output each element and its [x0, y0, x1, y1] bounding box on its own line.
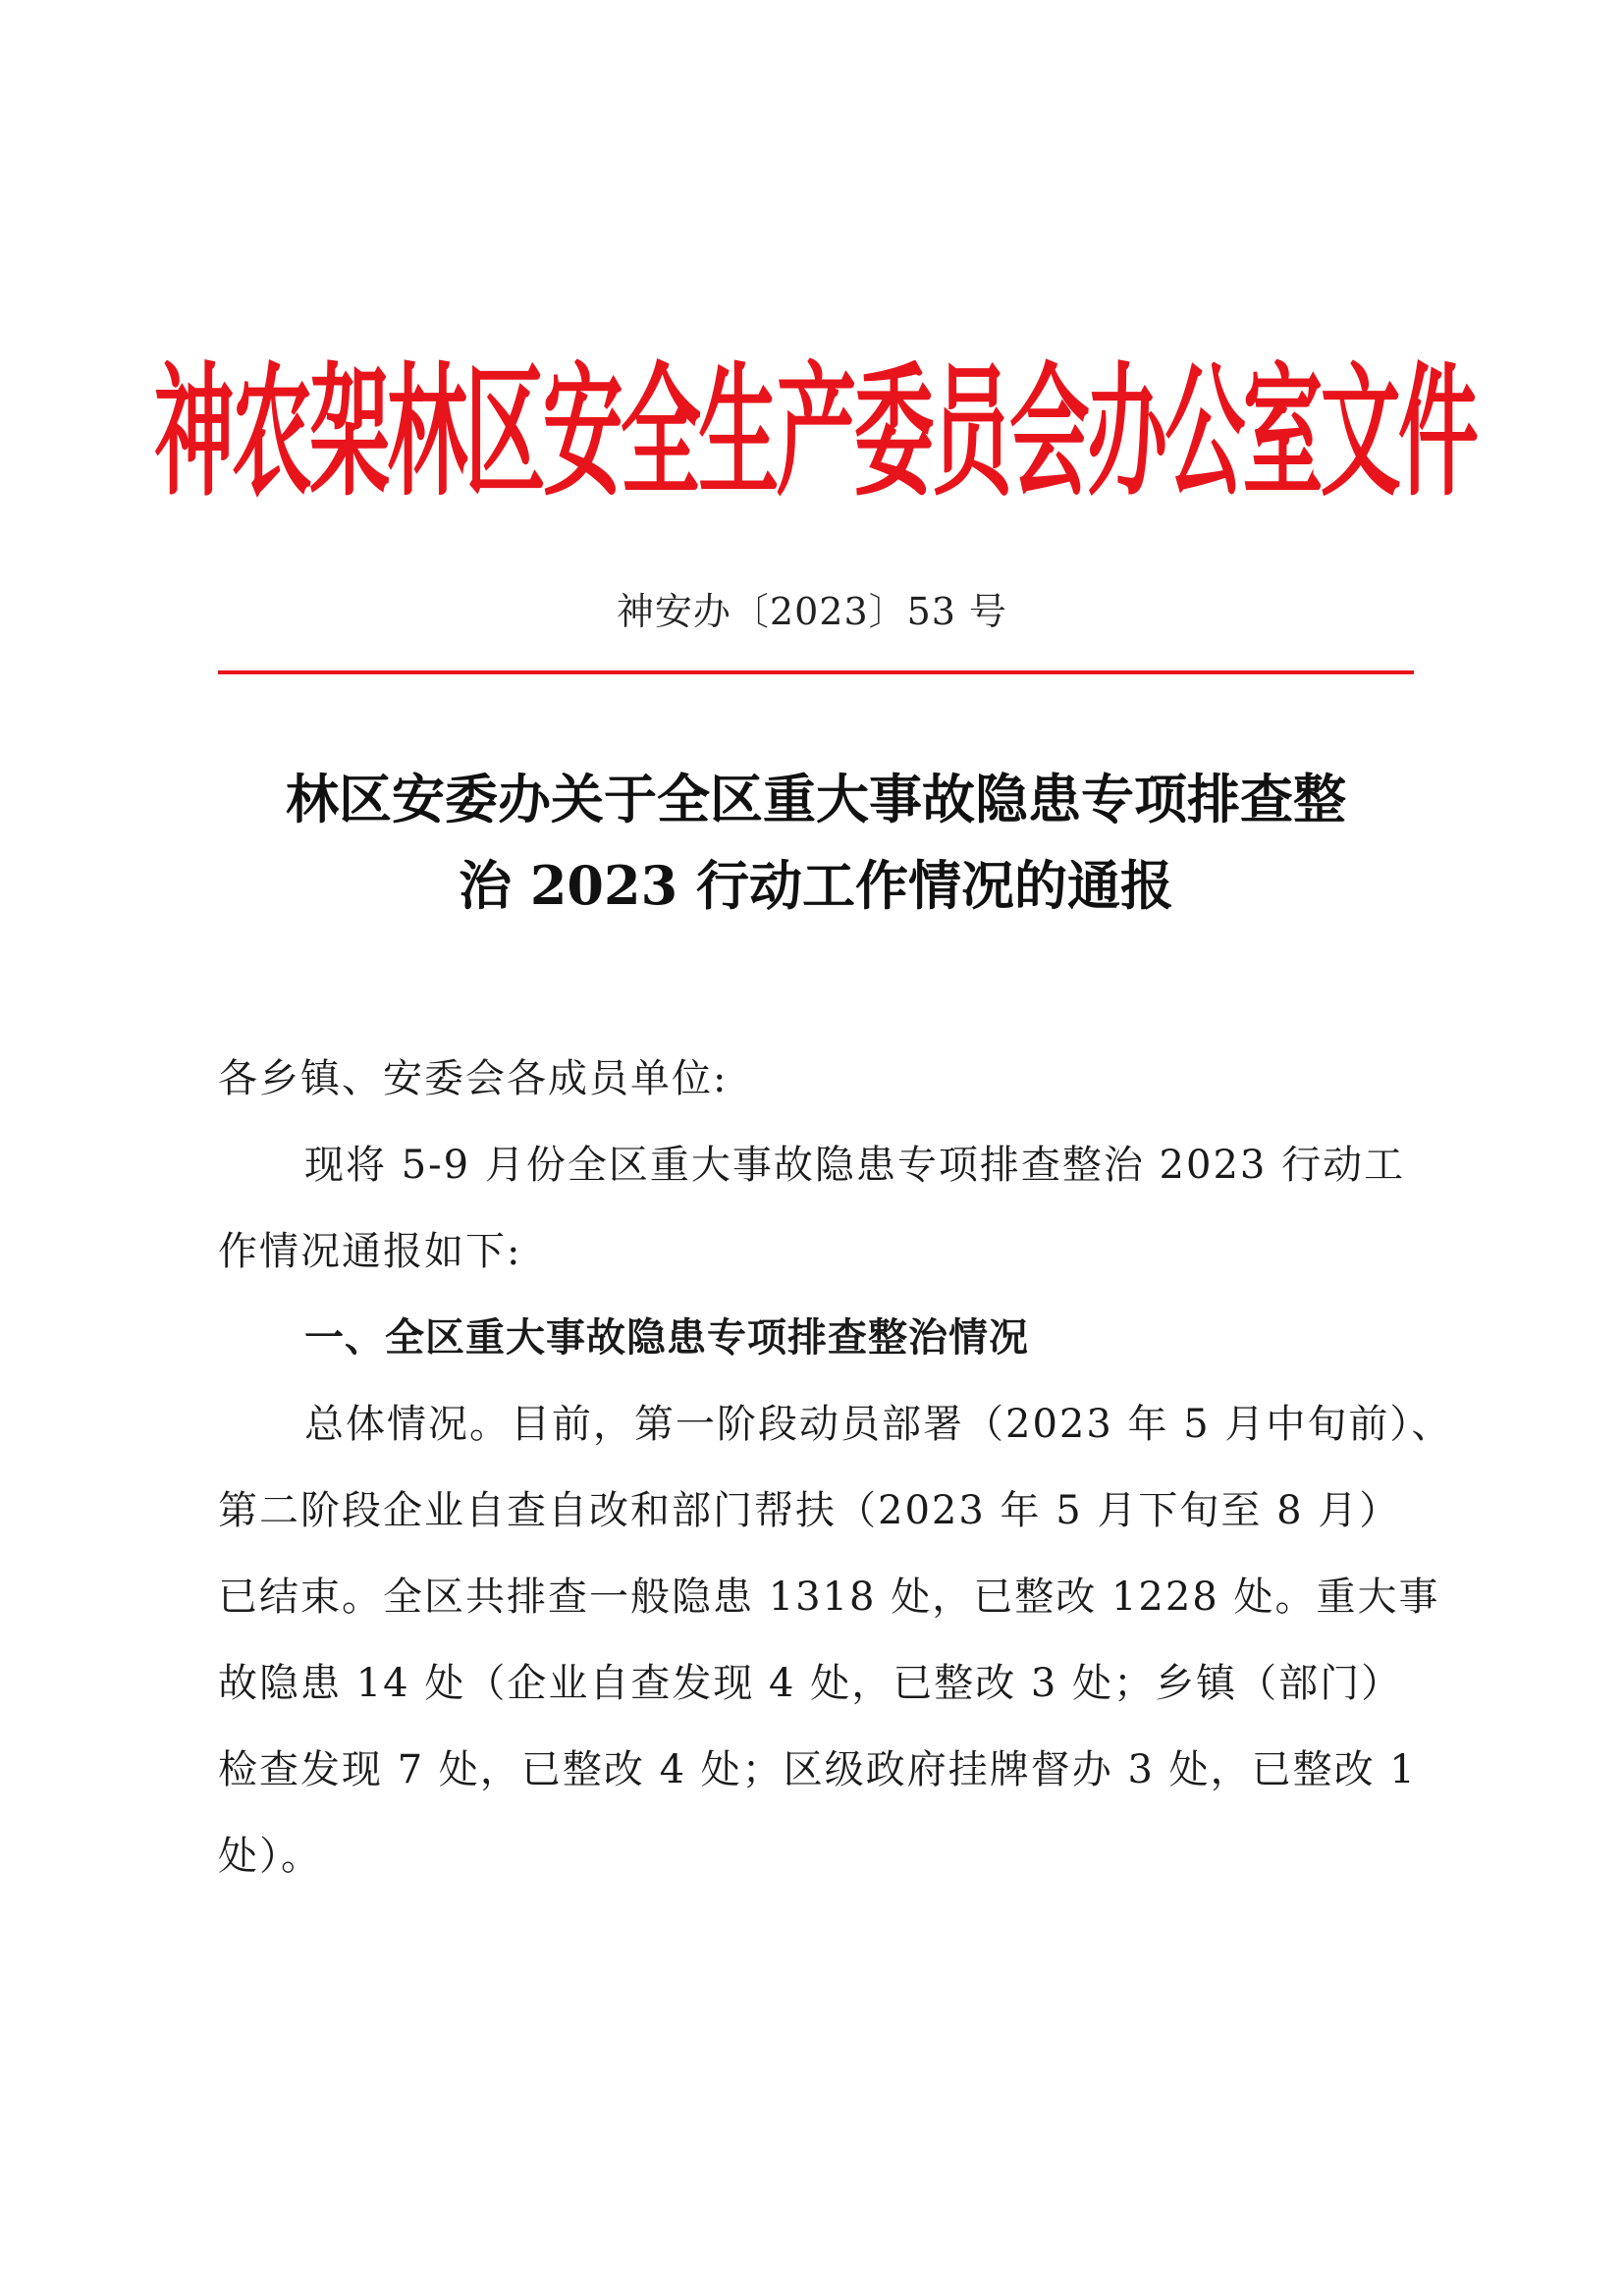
- masthead-title: 神农架林区安全生产委员会办公室文件: [153, 347, 1477, 516]
- red-separator-line: [218, 670, 1414, 674]
- intro-line: 现将 5-9 月份全区重大事故隐患专项排查整治 2023 行动工: [304, 1143, 1406, 1188]
- document-title: [218, 756, 1414, 929]
- salutation: 各乡镇、安委会各成员单位:: [218, 1056, 729, 1101]
- red-masthead: [153, 312, 1477, 528]
- paragraph-line: 总体情况。目前，第一阶段动员部署（2023 年 5 月中旬前）、: [304, 1402, 1453, 1447]
- paragraph-line: 已结束。全区共排查一般隐患 1318 处，已整改 1228 处。重大事: [218, 1575, 1440, 1620]
- paragraph-line: 处）。: [218, 1834, 322, 1879]
- intro-line: 作情况通报如下:: [218, 1229, 522, 1274]
- paragraph-line: 第二阶段企业自查自改和部门帮扶（2023 年 5 月下旬至 8 月）: [218, 1488, 1401, 1533]
- document-number: 神安办〔2023〕53 号: [616, 590, 1008, 633]
- paragraph-line: 故隐患 14 处（企业自查发现 4 处，已整改 3 处；乡镇（部门）: [218, 1661, 1403, 1706]
- paragraph-line: 检查发现 7 处，已整改 4 处；区级政府挂牌督办 3 处，已整改 1: [218, 1747, 1417, 1792]
- title-line-1: 林区安委办关于全区重大事故隐患专项排查整: [286, 768, 1346, 830]
- section-heading: 一、全区重大事故隐患专项排查整治情况: [304, 1315, 1029, 1361]
- document-body: [218, 1036, 1453, 1899]
- title-line-2: 治 2023 行动工作情况的通报: [459, 854, 1173, 917]
